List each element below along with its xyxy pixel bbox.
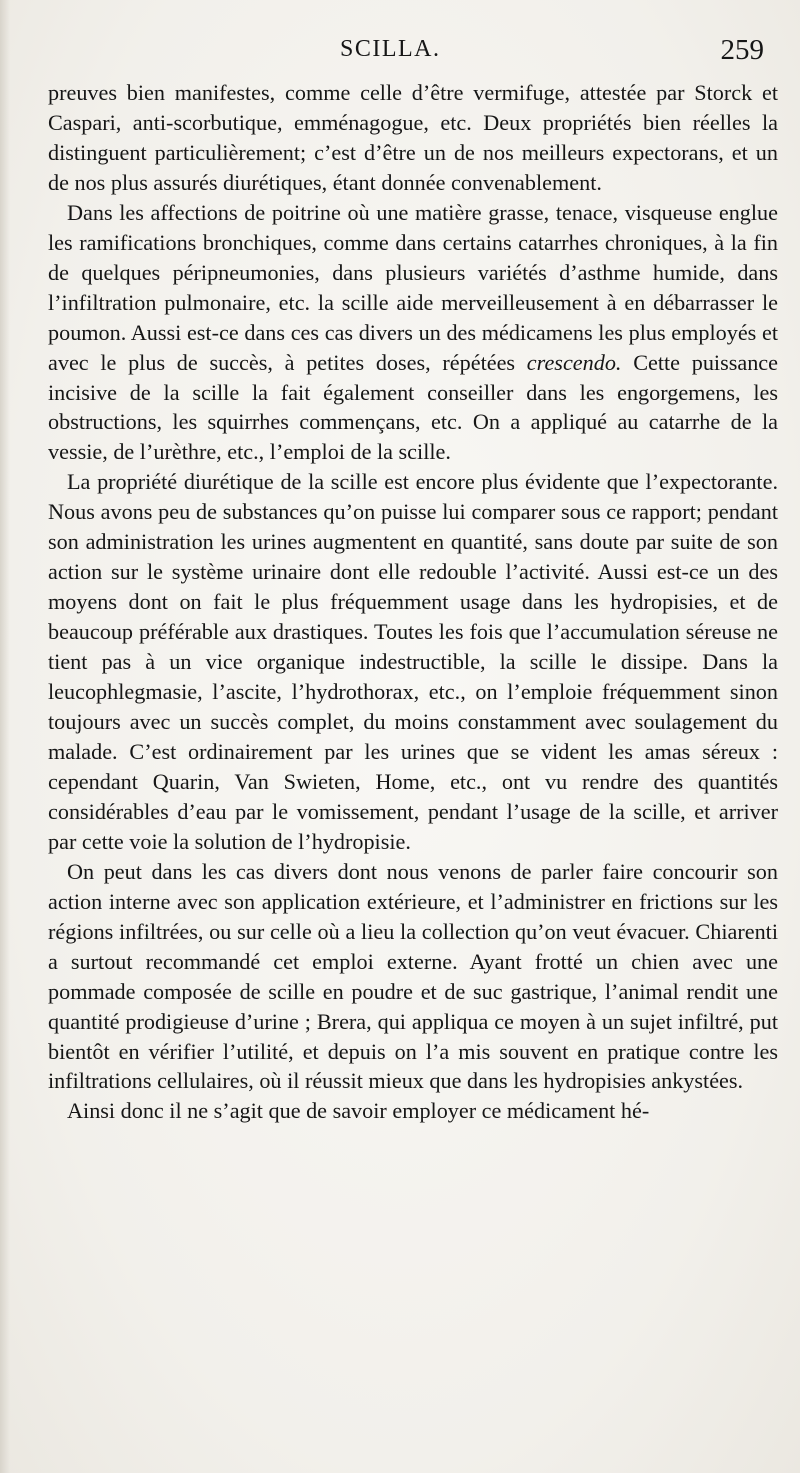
paragraph-4-text: On peut dans les cas divers dont nous venons de parler faire concourir son action interne avec son application extérieure, et l’administrer en frictions sur les régions infiltrées, ou sur celle où a lieu la collection qu’on veut évacuer. Chiarenti a surtout recommandé cet emploi externe. Ayant frotté un chien avec une pommade composée de scille en poudre et de suc gastrique, l’animal rendit une quantité prodigieuse d’urine ; Brera, qui appliqua ce moyen à un sujet infiltré, put bientôt en vérifier l’utilité, et depuis on l’a mis souvent en pratique contre les infiltrations cellulaires, où il réussit mieux que dans les hydropisies ankystées. xyxy=(48,858,778,1094)
paragraph-2 xyxy=(48,198,778,468)
paragraph-1 xyxy=(48,78,778,198)
italic-term-crescendo: crescendo. xyxy=(526,349,622,375)
page-header xyxy=(0,34,800,70)
paragraph-2-text-continued: Cette puissance incisive de la scille la fait également conseiller dans les engorgemens, les obstructions, les squirrhes commençans, etc. On a appliqué au catarrhe de la vessie, de l’urèthre, etc., l’emploi de la scille. xyxy=(48,349,778,465)
paragraph-3-text: La propriété diurétique de la scille est encore plus évidente que l’expectorante. Nous avons peu de substances qu’on puisse lui comparer sous ce rapport; pendant son administration les urines augmentent en quantité, sans doute par suite de son action sur le système urinaire dont elle redouble l’activité. Aussi est-ce un des moyens dont on fait le plus fréquemment usage dans les hydropisies, et de beaucoup préférable aux drastiques. Toutes les fois que l’accumulation séreuse ne tient pas à un vice organique indestructible, la scille le dissipe. Dans la leucophlegmasie, l’ascite, l’hydrothorax, etc., on l’emploie fréquemment sinon toujours avec un succès complet, du moins constamment avec soulagement du malade. C’est ordinairement par les urines que se vident les amas séreux : cependant Quarin, Van Swieten, Home, etc., ont vu rendre des quantités considérables d’eau par le vomissement, pendant l’usage de la scille, et arriver par cette voie la solution de l’hydropisie. xyxy=(48,469,778,854)
running-title: SCILLA. xyxy=(340,36,441,62)
body-text xyxy=(48,78,778,1126)
paragraph-2-text: Dans les affections de poitrine où une matière grasse, tenace, visqueuse englue les ramifications bronchiques, comme dans certains catarrhes chroniques, à la fin de quelques péripneumonies, dans plusieurs variétés d’asthme humide, dans l’infiltration pulmonaire, etc. la scille aide merveilleusement à en débarrasser le poumon. Aussi est-ce dans ces cas divers un des médicamens les plus employés et avec le plus de succès, à petites doses, répétées xyxy=(48,199,778,375)
paragraph-4 xyxy=(48,857,778,1097)
page-number: 259 xyxy=(720,34,764,66)
paragraph-5-text: Ainsi donc il ne s’agit que de savoir employer ce médicament hé- xyxy=(67,1098,650,1124)
page-gutter-shadow xyxy=(0,0,10,1473)
paragraph-5 xyxy=(48,1096,778,1126)
paragraph-1-text: preuves bien manifestes, comme celle d’être vermifuge, attestée par Storck et Caspari, anti-scorbutique, emménagogue, etc. Deux propriétés bien réelles la distinguent particulièrement; c’est d’être un de nos meilleurs expectorans, et un de nos plus assurés diurétiques, étant donnée convenablement. xyxy=(48,80,778,195)
paragraph-3 xyxy=(48,467,778,856)
